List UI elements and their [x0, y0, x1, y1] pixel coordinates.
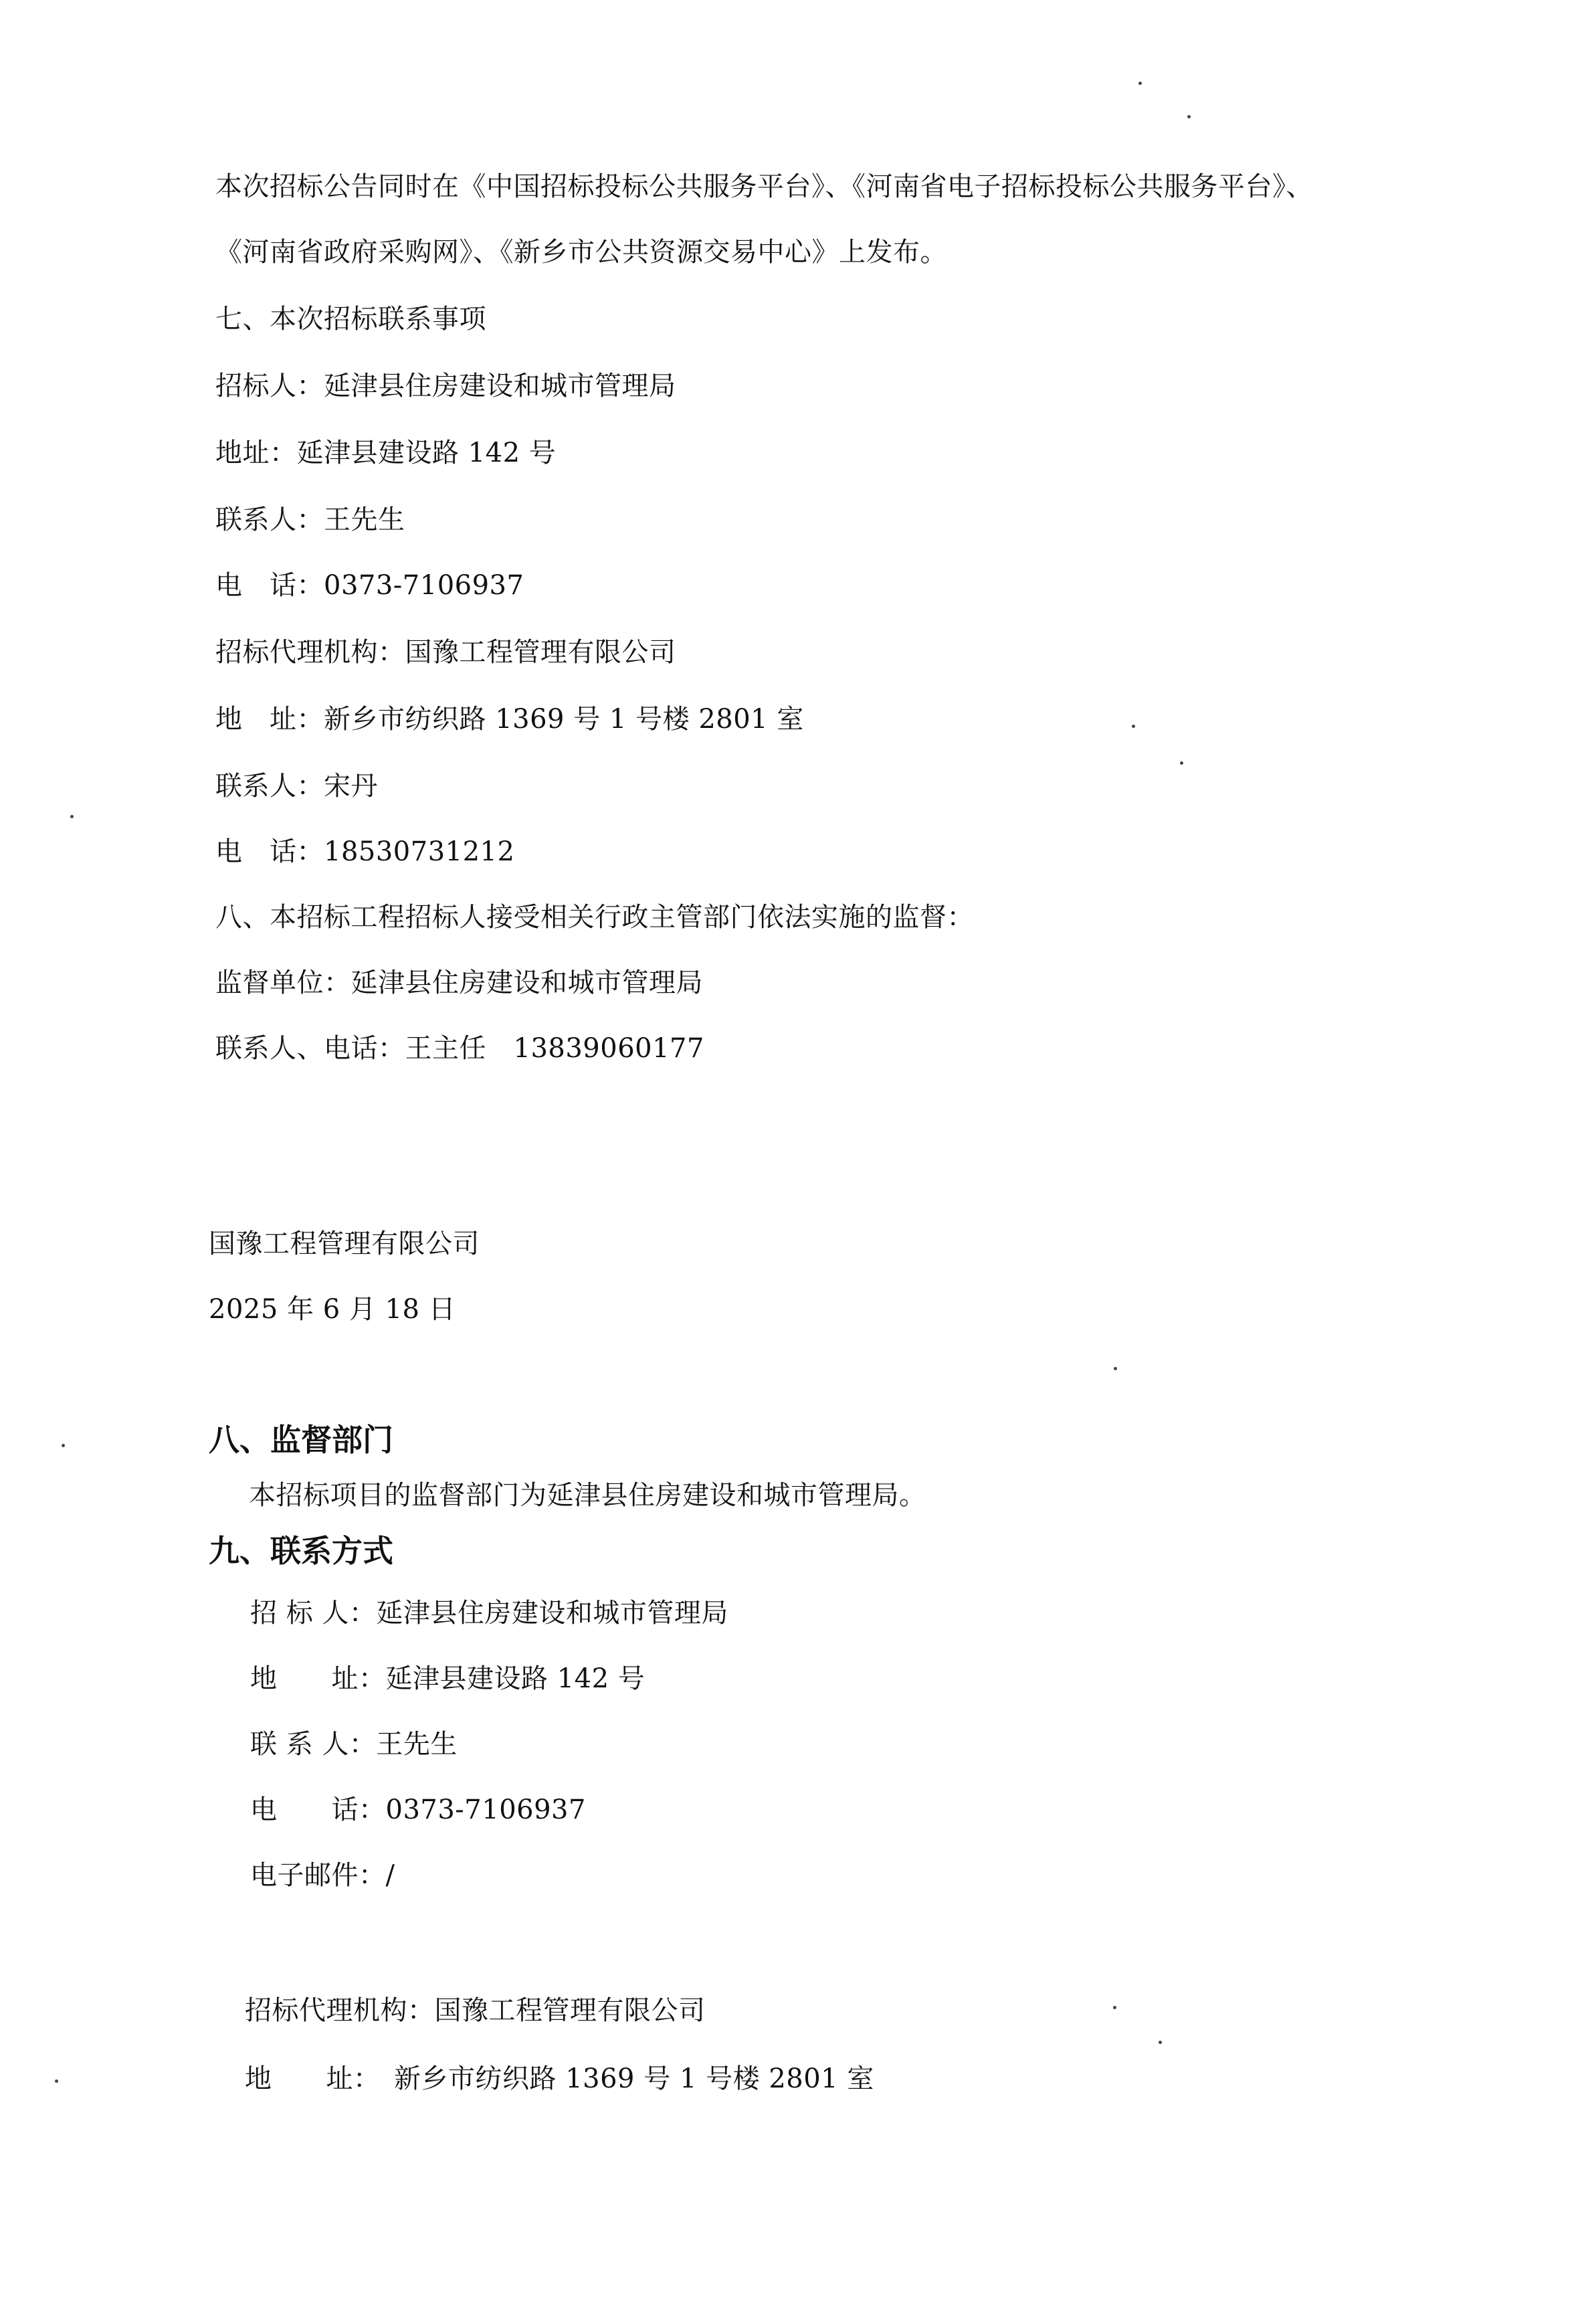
supervisor-line: 监督单位：延津县住房建设和城市管理局: [215, 967, 703, 998]
publish-line-1: 本次招标公告同时在《中国招标投标公共服务平台》、《河南省电子招标投标公共服务平台》、: [215, 171, 1313, 202]
scan-speck: [1138, 82, 1142, 85]
agency-phone-line: 电 话：18530731212: [215, 836, 515, 867]
agency-address-line: 地 址：新乡市纺织路 1369 号 1 号楼 2801 室: [215, 704, 804, 735]
tenderer-address-line: 地址：延津县建设路 142 号: [215, 438, 557, 468]
scan-speck: [1187, 115, 1191, 118]
contact-agency: 招标代理机构：国豫工程管理有限公司: [245, 1995, 706, 2026]
tenderer-contact-line: 联系人：王先生: [215, 504, 405, 535]
scan-speck: [70, 815, 74, 818]
contact-email: 电子邮件：/: [250, 1860, 395, 1891]
signature-company: 国豫工程管理有限公司: [209, 1228, 480, 1259]
section-8-title: 八、本招标工程招标人接受相关行政主管部门依法实施的监督：: [215, 902, 974, 933]
section-7-title: 七、本次招标联系事项: [215, 304, 486, 335]
contact-person: 联 系 人：王先生: [250, 1729, 458, 1760]
scan-speck: [1159, 2041, 1162, 2044]
scan-speck: [55, 2079, 58, 2083]
supervision-body: 本招标项目的监督部门为延津县住房建设和城市管理局。: [249, 1480, 926, 1511]
tenderer-line: 招标人：延津县住房建设和城市管理局: [215, 371, 676, 401]
agency-contact-line: 联系人：宋丹: [215, 771, 378, 802]
signature-date: 2025 年 6 月 18 日: [209, 1294, 456, 1325]
scan-speck: [1113, 2006, 1116, 2009]
agency-line: 招标代理机构：国豫工程管理有限公司: [215, 637, 676, 668]
supervision-heading: 八、监督部门: [209, 1422, 393, 1458]
scan-speck: [1114, 1367, 1117, 1370]
scan-speck: [1132, 725, 1135, 728]
tenderer-phone-line: 电 话：0373-7106937: [215, 570, 524, 601]
scan-speck: [62, 1444, 65, 1447]
contact-address: 地 址：延津县建设路 142 号: [250, 1663, 645, 1694]
contact-agency-address: 地 址： 新乡市纺织路 1369 号 1 号楼 2801 室: [245, 2063, 874, 2094]
contact-tenderer: 招 标 人：延津县住房建设和城市管理局: [250, 1598, 728, 1629]
supervisor-contact-line: 联系人、电话：王主任 13839060177: [215, 1033, 704, 1064]
contact-phone: 电 话：0373-7106937: [250, 1794, 586, 1825]
publish-line-2: 《河南省政府采购网》、《新乡市公共资源交易中心》上发布。: [215, 237, 947, 268]
scan-speck: [1180, 761, 1183, 765]
contact-heading: 九、联系方式: [209, 1533, 393, 1569]
